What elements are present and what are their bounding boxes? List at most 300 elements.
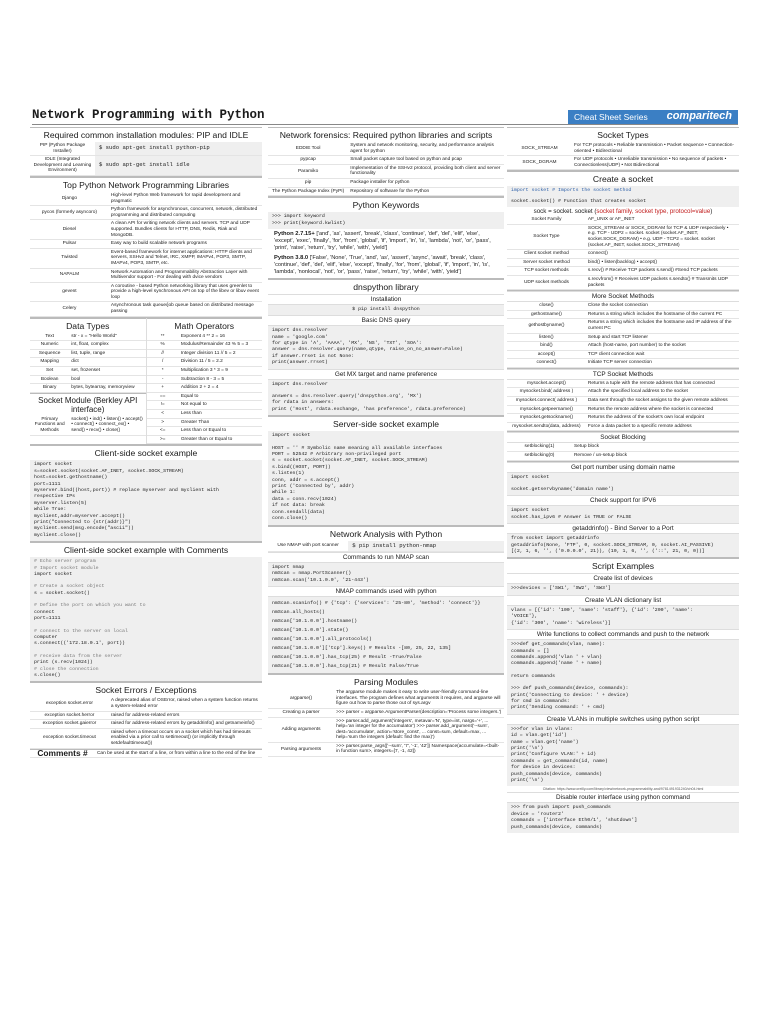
socket-formula: sock = socket. socket (socket family, socket type, protocol=value) xyxy=(533,208,713,216)
code-line: for device in devices: xyxy=(511,765,576,771)
row-key: Diesel xyxy=(30,220,109,240)
subheading: Get MX target and name preference xyxy=(268,369,504,380)
section-heading: dnspython library xyxy=(268,279,504,294)
code-line: print('\n') xyxy=(511,745,544,751)
row-value: Returns the remote address where the socket is connected xyxy=(586,405,739,414)
code-line: # Echo server program xyxy=(34,559,96,565)
section-heading: Socket Module (Berkley API interface) xyxy=(30,393,146,416)
code-line: >>>def get_commands(vlan, name): xyxy=(511,642,605,648)
table-row xyxy=(147,410,263,419)
subheading: Commands to run NMAP scan xyxy=(268,552,504,563)
code-line: [(2, 1, 6, '', ('0.0.0.0', 21)), (10, 1, 6, '', ('::', 21, 0, 0))] xyxy=(511,549,705,555)
code-line: 'VOICE'}, xyxy=(511,614,538,620)
code-line: nmScan['10.1.0.0']['tcp'].keys() # Results -[80, 25, 22, 135] xyxy=(272,646,452,652)
code-line: s.connect(('172.18.0.1', port)) xyxy=(34,641,125,647)
row-key: NAPALM xyxy=(30,268,109,282)
disable-code xyxy=(507,803,739,833)
pip-table xyxy=(30,142,262,176)
row-key: != xyxy=(147,401,179,410)
row-key: The Python Package Index (PyPI) xyxy=(268,187,348,196)
socktypes-table xyxy=(507,142,739,170)
row-value: Greater Than xyxy=(179,418,262,427)
pip-section xyxy=(30,127,262,177)
code-line: s=socket.socket(socket.AF_INET, socket.SOCK_STREAM) xyxy=(34,468,184,474)
row-key: Set xyxy=(30,367,69,376)
row-key: mysocket.connect( address ) xyxy=(507,397,586,406)
code-line: import nmap xyxy=(272,564,305,570)
comments-key: Comments # xyxy=(30,750,95,758)
create-section xyxy=(507,171,739,291)
row-value: Modulus/Remainder 43 % 5 = 3 xyxy=(179,341,262,350)
row-key: argparse() xyxy=(268,689,334,708)
section-heading: Client-side socket example xyxy=(30,445,262,460)
row-key: % xyxy=(147,341,179,350)
row-value: Python framework for asynchronous, concurrent, network, distributed programming and distributed computing xyxy=(109,206,262,220)
table-row xyxy=(507,397,739,406)
table-row xyxy=(30,720,262,729)
code-line: import socket xyxy=(272,433,311,439)
code-line: print(answer.rrset) xyxy=(272,360,328,366)
blocking-table xyxy=(507,443,739,460)
code-line: nmScan['10.1.0.0'].hostname() xyxy=(272,619,358,625)
code-line: connect xyxy=(34,609,55,615)
code-line: s = socket.socket(socket.AF_INET, socket.SOCK_STREAM) xyxy=(272,458,428,464)
table-row xyxy=(147,435,263,444)
tcp-methods-table xyxy=(507,380,739,432)
create-function: socket.socket() # Function that creates socket xyxy=(507,197,739,207)
row-value: Setup block xyxy=(572,443,739,451)
keywords-py38 xyxy=(268,253,504,277)
code-line: id = vlan.get('id') xyxy=(511,733,567,739)
code-line: import dns.resolver xyxy=(272,328,328,334)
tcp-methods-section xyxy=(507,369,739,433)
code-line: for qtype in 'A', 'AAAA', 'MX', 'NS', 'TXT', 'SOA': xyxy=(272,340,422,346)
table-row xyxy=(30,375,146,384)
code-line: myclient.send(msg.encode("ascii")) xyxy=(34,526,134,532)
table-row xyxy=(507,216,739,224)
py38-label: Python 3.8.0 xyxy=(274,255,309,262)
row-value: Package installer for python xyxy=(348,178,504,187)
code-line: print('\n') xyxy=(511,778,544,783)
code-line: return commands xyxy=(511,673,556,679)
row-value: int, float, complex xyxy=(69,341,145,350)
section-heading: Required common installation modules: PIP and IDLE xyxy=(30,127,262,142)
table-row xyxy=(507,443,739,451)
code-line: computer xyxy=(34,634,58,640)
row-key: listen() xyxy=(507,333,586,342)
table-row xyxy=(30,358,146,367)
table-row xyxy=(30,220,262,240)
code-line: # Define the port on which you want to xyxy=(34,603,146,609)
row-key: SOCK_STREAM xyxy=(507,142,572,156)
row-key: Creating a parser xyxy=(268,708,334,717)
row-key: mysocket.bind( address ) xyxy=(507,388,586,397)
code-line: PORT = 52542 # Arbitrary non-privileged port xyxy=(272,452,402,458)
code-line: nmScan.scan('10.1.0.0', '21-443') xyxy=(272,577,369,583)
table-row xyxy=(507,405,739,414)
row-value: Multiplication 3 * 3 = 9 xyxy=(179,367,262,376)
code-line: >>> import keyword xyxy=(272,214,325,220)
section-heading: Create a socket xyxy=(507,171,739,186)
row-key: gethostname() xyxy=(507,310,586,319)
row-key: close() xyxy=(507,302,586,310)
row-value: TCP client connection wait xyxy=(586,350,739,359)
code-line: s.close() xyxy=(34,672,61,678)
code-line: name = 'google.com' xyxy=(272,334,328,340)
code-line: {'id': '300', 'name': 'wireless'}] xyxy=(511,620,611,626)
parsing-section xyxy=(268,674,504,757)
row-key: > xyxy=(147,418,179,427)
table-row xyxy=(147,333,263,341)
table-row xyxy=(30,248,262,268)
code-line: if answer.rrset is not None: xyxy=(272,353,355,359)
more-methods-section xyxy=(507,291,739,369)
mathops-table xyxy=(147,333,263,445)
scripts-section xyxy=(507,558,739,833)
table-row xyxy=(268,187,504,196)
create-table xyxy=(507,216,739,290)
row-value: raised when a timeout occurs on a socket which has had timeouts enabled via a prior call to settimeout() (or implicitly through setdefaulttimeout()) xyxy=(109,728,262,748)
table-row xyxy=(147,367,263,376)
table-row xyxy=(147,349,263,358)
code-line: commands.append('vlan ' + vlan) xyxy=(511,654,602,660)
row-value: >>> parser.add_argument('integers', metavar='N', type=int, nargs='+', ... help='an integer for the accumulator') >>> parser.add_argument('--sum', dest='accumulate', action='store_const', ... const=sum, default=max, ... help='sum the integers (default: find the max)') xyxy=(334,717,504,742)
row-key: IDLE (Integrated Development and Learning Environment) xyxy=(30,156,95,176)
py27-list: ['and', 'as', 'assert', 'break', 'class', 'continue', 'def', 'del', 'elif', 'else', 'except', 'exec', 'finally', 'for', 'from', 'global', 'if', 'import', 'in', 'is', 'lambda', 'not', 'or', 'pass', 'print', 'raise', 'return', 'try', 'while', 'with', 'yield'] xyxy=(274,230,491,251)
code-line: conn, addr = s.accept() xyxy=(272,477,340,483)
forensics-section xyxy=(268,127,504,197)
row-value: For UDP protocols • Unreliable transmission • No sequence of packets • Connectionless(UDP) • Not Bidirectional xyxy=(572,156,739,170)
table-row xyxy=(507,452,739,461)
row-key: mysocket.accept() xyxy=(507,380,586,388)
row-value: Easy way to build scalable network programs xyxy=(109,240,262,249)
row-key: Twisted xyxy=(30,248,109,268)
code-line: myserver.listen(5) xyxy=(34,500,87,506)
py27-label: Python 2.7.15+ xyxy=(274,230,315,237)
table-row xyxy=(507,275,739,289)
row-key: gethostbyname() xyxy=(507,319,586,333)
header-divider xyxy=(32,124,738,125)
code-line: myclient.close() xyxy=(34,532,81,538)
row-value: A coroutine - based Python networking library that uses greenlet to provide a high-level synchronous API on top of the libev or libuv event loop xyxy=(109,282,262,302)
row-key: bind() xyxy=(507,342,586,351)
table-row xyxy=(30,206,262,220)
dns-install-code: $ pip install dnspython xyxy=(268,305,504,315)
page-title: Network Programming with Python xyxy=(32,108,265,122)
row-key: Numeric xyxy=(30,341,69,350)
citation: Citation: https://www.oreilly.com/library/view/network-programmability-and/9781491931240/ch04.html xyxy=(542,787,704,792)
code-line: for rdata in answers: xyxy=(272,400,334,406)
section-heading: Network Analysis with Python xyxy=(268,526,504,541)
code-line: print ('Host', rdata.exchange, 'has preference', rdata.preference) xyxy=(272,406,466,412)
row-key: >= xyxy=(147,435,179,444)
code-line: nmScan.all_hosts() xyxy=(272,610,325,616)
ipv6-code xyxy=(507,506,739,523)
dns-basic-code xyxy=(268,326,504,368)
table-row xyxy=(268,142,504,156)
table-row xyxy=(30,711,262,720)
port-domain-code xyxy=(507,473,739,496)
code-line: from socket import getaddrinfo xyxy=(511,536,600,542)
code-line: nmScan['10.1.0.0'].has_tcp(21) # Result False/True xyxy=(272,664,419,670)
socket-module-value: socket() • ind() • listen() • accept() • connect() • connect_ex() • send() • recv() • close() xyxy=(69,416,145,435)
row-value: Attach (host-name, port number) to the socket xyxy=(586,342,739,351)
row-value: Greater than or Equal to xyxy=(179,435,262,444)
row-value: Returns the address of the socket's own local endpoint xyxy=(586,414,739,423)
table-row xyxy=(147,384,263,393)
table-row xyxy=(507,258,739,267)
subheading: Socket Blocking xyxy=(507,432,739,443)
row-key: ** xyxy=(147,333,179,341)
row-key: + xyxy=(147,384,179,393)
code-line: nmScan = nmap.PortScanner() xyxy=(272,571,352,577)
keywords-section xyxy=(268,197,504,279)
row-key: Mapping xyxy=(30,358,69,367)
nmap-section xyxy=(268,526,504,675)
table-row xyxy=(507,342,739,351)
row-key: PIP (Python Package Installer) xyxy=(30,142,95,156)
table-row xyxy=(30,240,262,249)
code-line: nmScan['10.1.0.0'].has_tcp(25) # Result -True/False xyxy=(272,655,422,661)
row-key: - xyxy=(147,375,179,384)
row-key: * xyxy=(147,367,179,376)
brand-logo: comparitech xyxy=(666,110,732,122)
row-key: Parsing arguments xyxy=(268,742,334,756)
row-value: A deprecated alias of OSError, raised when a system function returns a system-related error xyxy=(109,697,262,711)
row-value: Attach the specified local address to the socket xyxy=(586,388,739,397)
row-value: SOCK_STREAM or SOCK_DGRAM for TCP & UDP respectively • e.g. TCP - UDP2 = socket. socket (socket.AF_INET, socket.SOCK_DGRAM) • e.g. UDP - TCP2 = socket. socket (socket.AF_INET, socket.SOCK_STREAM) xyxy=(586,224,739,249)
devices-code xyxy=(507,584,739,594)
nmap-key: Use NMAP with port scanner xyxy=(268,541,348,552)
row-value: Less than xyxy=(179,410,262,419)
code-line: s.listen(1) xyxy=(272,471,305,477)
row-key: Text xyxy=(30,333,69,341)
row-value: Integer division 11 // 5 = 2 xyxy=(179,349,262,358)
row-key: Binary xyxy=(30,384,69,393)
row-value: Less than or Equal to xyxy=(179,427,262,436)
brand-badge xyxy=(568,110,738,125)
code-line: device = 'router2' xyxy=(511,811,564,817)
row-value: Addition 2 + 2 = 4 xyxy=(179,384,262,393)
row-key: exception socket.herror xyxy=(30,711,109,720)
create-import: import socket # Imports the socket method xyxy=(507,186,739,196)
multi-code xyxy=(507,725,739,787)
row-value: Data sent through the socket assigns to the given remote address xyxy=(586,397,739,406)
section-heading: Socket Errors / Exceptions xyxy=(30,682,262,697)
row-key: TCP socket methods xyxy=(507,267,586,276)
row-value: Subtraction 8 - 3 = 5 xyxy=(179,375,262,384)
types-ops-section xyxy=(30,318,262,446)
code-line: nmScan.scaninfo() # {'tcp': {'services': '25-80', 'method': 'connect'}} xyxy=(272,601,481,607)
table-row xyxy=(30,268,262,282)
code-line: HOST = '' # Symbolic name meaning all available interfaces xyxy=(272,445,443,451)
table-row xyxy=(147,392,263,401)
section-heading: Network forensics: Required python libraries and scripts xyxy=(268,127,504,142)
socktypes-section xyxy=(507,127,739,171)
socket-module-table xyxy=(30,416,146,436)
table-row xyxy=(268,164,504,178)
table-row xyxy=(507,319,739,333)
subheading: Disable router interface using python command xyxy=(507,792,739,803)
table-row xyxy=(507,250,739,259)
section-heading: Socket Types xyxy=(507,127,739,142)
row-value: set, frozenset xyxy=(69,367,145,376)
forensics-table xyxy=(268,142,504,196)
code-line: getaddrinfo(None, 'FTP', 0, socket.SOCK_STREAM, 0, socket.AI_PASSIVE) xyxy=(511,542,714,548)
code-line: myclient,addr=myserver.accept() xyxy=(34,513,125,519)
py38-list: ['False', 'None', 'True', 'and', 'as', 'assert', 'async', 'await', 'break', 'class', 'continue', 'def', 'del', 'elif', 'else', 'except', 'finally', 'for', 'from', 'global', 'if', 'import', 'in', 'is', 'lambda', 'nonlocal', 'not', 'or', 'pass', 'raise', 'return', 'try', 'while', 'with', 'yield'] xyxy=(274,255,490,275)
row-value: >>> parser.parse_args(['--sum', '7', '-1', '42']) Namespace(accumulate=<built-in function sum>, integers=[7, -1, 42]) xyxy=(334,742,504,756)
row-value: Remove / un-setup block xyxy=(572,452,739,461)
row-key: pycos (formerly asyncoro) xyxy=(30,206,109,220)
row-value: str - x = "Hello World" xyxy=(69,333,145,341)
table-row xyxy=(507,359,739,368)
code-line: nmScan['10.1.0.0'].state() xyxy=(272,628,349,634)
row-key: exception socket.timeout xyxy=(30,728,109,748)
section-heading: Math Operators xyxy=(147,318,263,333)
row-value: Exponent 4 ** 2 = 16 xyxy=(179,333,262,341)
subheading: More Socket Methods xyxy=(507,291,739,302)
table-row xyxy=(30,349,146,358)
code-line: >>>devices = ['SW1', 'SW2', 'SW3'] xyxy=(511,586,611,592)
subheading: Basic DNS query xyxy=(268,315,504,326)
code-line: push_commands(device, commands) xyxy=(511,771,602,777)
comments-section xyxy=(30,747,262,759)
subheading: Create list of devices xyxy=(507,573,739,584)
row-value: Returns a string which includes the hostname of the current PC xyxy=(586,310,739,319)
code-line: vlans = [{'id': '100', 'name': 'staff'}, {'id': '200', 'name': xyxy=(511,607,693,613)
client-comments-section xyxy=(30,542,262,682)
table-row xyxy=(30,697,262,711)
code-line: port=1111 xyxy=(34,616,61,622)
row-value: s.recvfrom() # Receives UDP packets s.sendto() # Transmits UDP packets xyxy=(586,275,739,289)
frameworks-table xyxy=(30,192,262,317)
code-line: >>> def push_commands(device, commands): xyxy=(511,686,629,692)
code-line: while True: xyxy=(34,507,67,513)
row-value: connect() xyxy=(586,250,739,259)
subheading: Write functions to collect commands and push to the network xyxy=(507,629,739,640)
row-value: s.recv() # Receive TCP packets s.send() #Send TCP packets xyxy=(586,267,739,276)
table-row xyxy=(30,367,146,376)
table-row xyxy=(507,350,739,359)
errors-section xyxy=(30,682,262,749)
table-row xyxy=(30,728,262,748)
row-value: Close the socket connection xyxy=(586,302,739,310)
getaddr-code xyxy=(507,534,739,557)
column-right xyxy=(507,127,739,833)
row-key: connect() xyxy=(507,359,586,368)
nmap-scan-code xyxy=(268,563,504,586)
vlan-code xyxy=(507,606,739,629)
table-row xyxy=(507,310,739,319)
subheading: NMAP commands used with python xyxy=(268,586,504,597)
row-key: Server socket method xyxy=(507,258,586,267)
row-key: Paramiko xyxy=(268,164,348,178)
table-row xyxy=(507,380,739,388)
table-row xyxy=(147,375,263,384)
row-key: Socket Type xyxy=(507,224,586,249)
table-row xyxy=(147,401,263,410)
client-comments-code xyxy=(30,557,262,681)
table-row xyxy=(30,341,146,350)
code-line: commands = [] xyxy=(511,648,550,654)
row-value: AF_UNIX or AF_INET xyxy=(586,216,739,224)
code-line: if not data: break xyxy=(272,503,325,509)
code-line: name = vlan.get('name') xyxy=(511,739,579,745)
table-row xyxy=(268,156,504,165)
code-line: import socket xyxy=(34,572,73,578)
code-line: print('Connecting to device: ' + device) xyxy=(511,692,629,698)
table-row xyxy=(30,282,262,302)
row-key: exception socket.error xyxy=(30,697,109,711)
code-line: >>> print(keyword.kwlist) xyxy=(272,220,346,226)
row-value: Setup and start TCP listener xyxy=(586,333,739,342)
row-value: Implementation of the SSHv2 protocol, providing both client and server functionality xyxy=(348,164,504,178)
code-line: respective IPs xyxy=(34,494,76,500)
row-key: Adding arguments xyxy=(268,717,334,742)
column-left xyxy=(30,127,262,758)
server-section xyxy=(268,416,504,525)
row-key: mysocket.sendto(data, address) xyxy=(507,422,586,431)
row-key: pypcap xyxy=(268,156,348,165)
table-row xyxy=(30,156,262,176)
row-key: Client socket method xyxy=(507,250,586,259)
errors-table xyxy=(30,697,262,748)
row-key: / xyxy=(147,358,179,367)
row-value: Equal to xyxy=(179,392,262,401)
row-value: A clean API for writing network clients and servers. TCP and UDP supported. Bundles clients for HTTP, DNS, Redis, Riak and MongoDB. xyxy=(109,220,262,240)
row-key: setblocking(0) xyxy=(507,452,572,461)
code-line: # receive data from the server xyxy=(34,653,123,659)
blocking-section xyxy=(507,432,739,461)
row-value: Asynchronous task queue/job queue based on distributed message passing xyxy=(109,302,262,316)
row-value: >>> parser = argparse.ArgumentParser(description='Process some integers.') xyxy=(334,708,504,717)
row-value: Network Automation and Programmability Abstraction Layer with Multivendor support - For dealing with dvice vendors xyxy=(109,268,262,282)
row-value: Returns a tuple with the remote address that has connected xyxy=(586,380,739,388)
row-value: bind() • listen(backlog) • accept() xyxy=(586,258,739,267)
section-heading: Python Keywords xyxy=(268,197,504,212)
row-value: For TCP protocols • Reliable transmission • Packet sequence • Connection-oriented • Bidirectional xyxy=(572,142,739,156)
section-heading: Data Types xyxy=(30,318,146,333)
code-line: conn.close() xyxy=(272,516,308,522)
table-row xyxy=(507,333,739,342)
row-key: setblocking(1) xyxy=(507,443,572,451)
dns-mx-code xyxy=(268,380,504,416)
table-row xyxy=(507,224,739,249)
section-heading: Client-side socket example with Comments xyxy=(30,542,262,557)
row-value: bytes, bytearray, memoryview xyxy=(69,384,145,393)
row-value: Repository of software for the Python xyxy=(348,187,504,196)
code-line: nmScan['10.1.0.0'].all_protocols() xyxy=(272,637,372,643)
code-line: print('Configure VLAN:' + id) xyxy=(511,752,597,758)
comments-value: Can be used at the start of a line, or from within a line to the end of the line xyxy=(95,750,262,758)
code-line: commands = ['interface Eth0/1', 'shutdown'] xyxy=(511,818,638,824)
parsing-table xyxy=(268,689,504,757)
keywords-code xyxy=(268,212,504,229)
badge-subtitle: Cheat Sheet Series xyxy=(574,112,648,122)
table-row xyxy=(507,267,739,276)
subheading: Create VLAN dictionary list xyxy=(507,595,739,606)
keywords-py27 xyxy=(268,229,504,253)
table-row xyxy=(268,717,504,742)
row-value: raised for address-related errors by getaddrinfo() and getnameinfo() xyxy=(109,720,262,729)
code-line: print('Sending command: ' + cmd) xyxy=(511,705,605,711)
code-line: >>>for vlan in vlans: xyxy=(511,726,573,732)
client-section xyxy=(30,445,262,542)
code-line: # connect to the server on local xyxy=(34,628,128,634)
client-code xyxy=(30,460,262,541)
row-value: System and network monitoring, security, and performance analysis agent for python xyxy=(348,142,504,156)
